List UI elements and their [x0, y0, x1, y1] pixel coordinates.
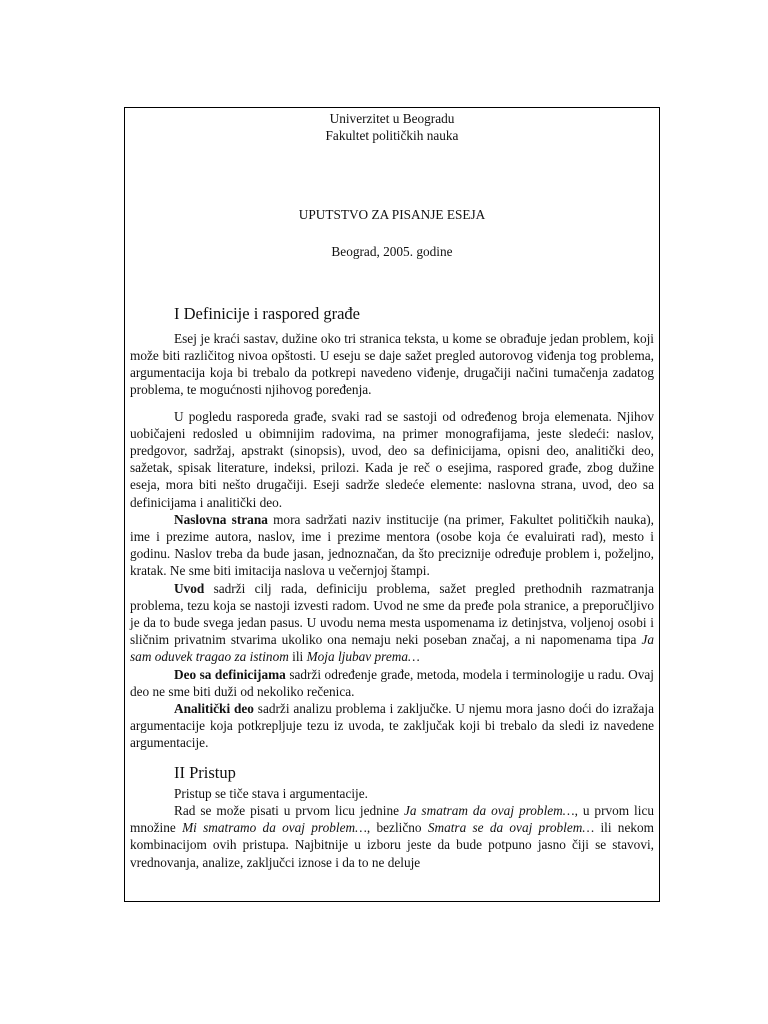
writing-person-text-d: ili nekom kombinacijom ovih pristupa. Najbitnije u izboru jeste da bude potpuno jasno čiji se stavovi, vrednovanja, analize, zaključci iznose i da to ne deluje	[130, 820, 654, 870]
paragraph-definitions-part	[125, 666, 659, 700]
writing-person-text-a: Rad se može pisati u prvom licu jednine	[174, 802, 404, 818]
document-date: Beograd, 2005. godine	[331, 243, 453, 259]
paragraph-writing-person	[125, 802, 659, 871]
writing-person-text-b: , u prvom licu množine	[130, 802, 654, 836]
example-first-singular: Ja smatram da ovaj problem…	[403, 802, 575, 818]
writing-person-text-c: , bezlično	[366, 820, 428, 836]
paragraph-title-page	[125, 511, 659, 580]
term-introduction: Uvod	[174, 580, 205, 596]
example-phrase-truth: Ja sam oduvek tragao za istinom	[130, 632, 654, 665]
example-phrase-love: Moja ljubav prema…	[306, 649, 420, 665]
section-heading-approach: II Pristup	[174, 762, 236, 782]
introduction-description: sadrži cilj rada, definiciju problema, sažet pregled prethodnih razmatranja problema, tezu koja se nastoji izvesti radom. Uvod ne sme da pređe pola stranice, a preporučljivo je da to bude svega jedan pasus. U uvodu nema mesta uspomenama iz detinjstva, voljenoj osobi i sličnim privatnim stvarima ukoliko ona nemaju neki poseban značaj, a ni napomenama tipa	[130, 580, 654, 648]
example-first-plural: Mi smatramo da ovaj problem…	[182, 820, 367, 836]
document-page	[124, 107, 660, 902]
introduction-connector: ili	[288, 649, 307, 665]
term-title-page: Naslovna strana	[174, 511, 268, 527]
section-heading-definitions: I Definicije i raspored građe	[174, 303, 360, 323]
faculty-name: Fakultet političkih nauka	[325, 128, 459, 144]
paragraph-material-layout: U pogledu rasporeda građe, svaki rad se sastoji od određenog broja elemenata. Njihov uobičajeni redosled u obimnijim radovima, na primer monografijama, jeste sledeći: naslov, predgovor, sadržaj, apstrakt (sinopsis), uvod, deo sa definicijama, opisni deo, analitički deo, sažetak, spisak literature, indeksi, prilozi. Kada je reč o esejima, raspored građe, zbog dužine eseja, mora biti nešto drugačiji. Eseji sadrže sledeće elemente: naslovna strana, uvod, deo sa definicijama i analitički deo.	[130, 408, 654, 510]
definitions-part-description: sadrži određenje građe, metoda, modela i terminologije u radu. Ovaj deo ne sme biti duži od nekoliko rečenica.	[130, 666, 654, 699]
paragraph-essay-definition: Esej je kraći sastav, dužine oko tri stranica teksta, u kome se obrađuje jedan problem, koji može biti različitog nivoa opštosti. U eseju se daje sažet pregled autorovog viđenja tog problema, argumentacija koja bi trebalo da potkrepi navedeno viđenje, drugačiji načini tumačenja zadatog problema, te mogućnosti njihovog poređenja.	[130, 330, 654, 398]
paragraph-approach-intro: Pristup se tiče stava i argumentacije.	[174, 785, 368, 801]
title-page-description: mora sadržati naziv institucije (na primer, Fakultet političkih nauka), ime i prezime autora, naslov, ime i prezime mentora (osobe koja će evaluirati rad), mesto i godinu. Naslov treba da bude jasan, jednoznačan, da što preciznije određuje problem i, poželjno, kratak. Ne sme biti imitacija naslova u večernjoj štampi.	[130, 511, 654, 579]
document-header	[125, 110, 659, 144]
document-title: UPUTSTVO ZA PISANJE ESEJA	[298, 207, 486, 223]
university-name: Univerzitet u Beogradu	[329, 111, 455, 126]
term-definitions-part: Deo sa definicijama	[174, 666, 286, 682]
paragraph-analytical-part	[125, 700, 659, 752]
paragraph-introduction	[125, 580, 659, 666]
example-impersonal: Smatra se da ovaj problem…	[427, 820, 595, 836]
analytical-part-description: sadrži analizu problema i zaključke. U njemu mora jasno doći do izražaja argumentacije koja potkrepljuje tezu iz uvoda, te zaključak koji bi trebalo da sledi iz navedene argumentacije.	[130, 701, 654, 751]
term-analytical-part: Analitički deo	[174, 701, 254, 717]
